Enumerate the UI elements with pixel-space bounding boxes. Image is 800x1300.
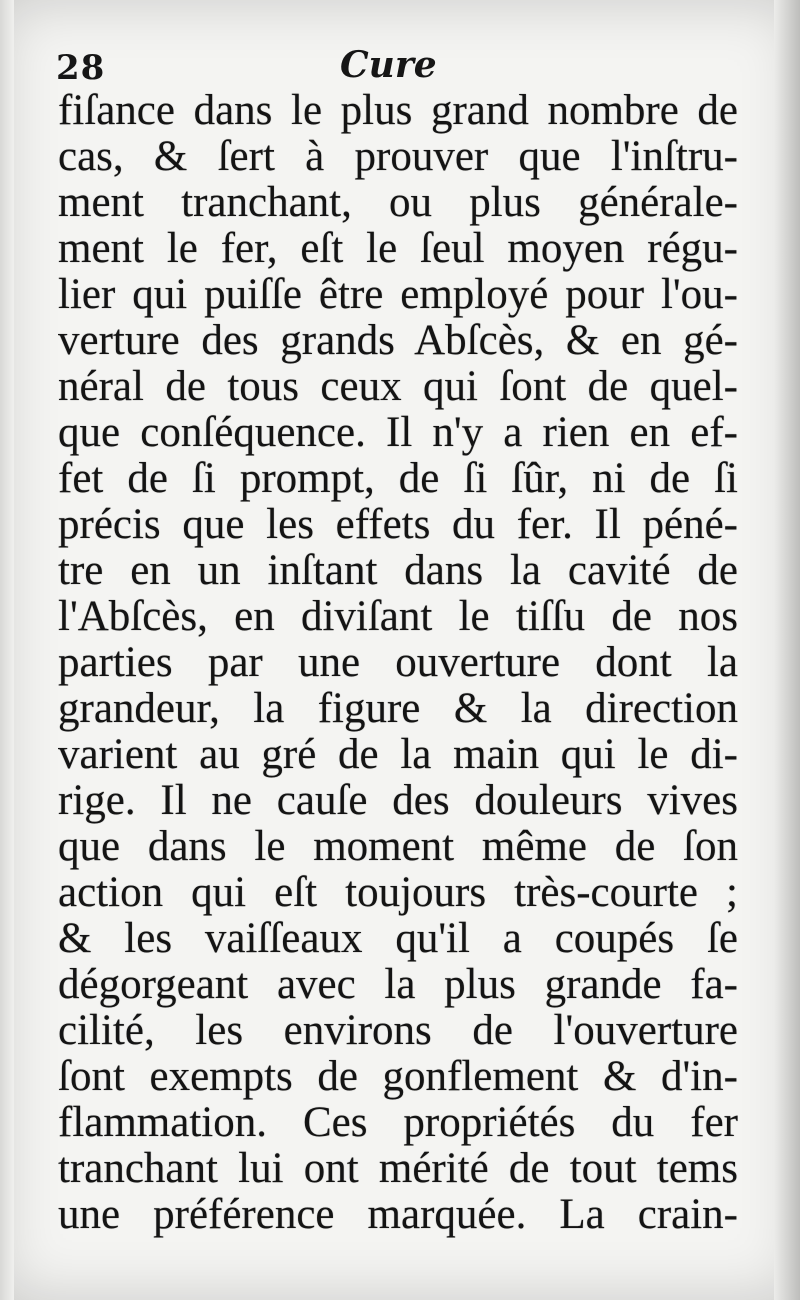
page-edge-left [0,0,14,1300]
page-edge-right [774,0,800,1300]
text-line: dégorgeant avec la plus grande fa- [58,962,738,1008]
text-line: que dans le moment même de ſon [58,824,738,870]
text-line: verture des grands Abſcès, & en gé- [58,318,738,364]
page-header [0,40,800,90]
text-line: l'Abſcès, en diviſant le tiſſu de nos [58,594,738,640]
text-line: parties par une ouverture dont la [58,640,738,686]
text-line: ment le fer, eſt le ſeul moyen régu- [58,226,738,272]
text-line: flammation. Ces propriétés du fer [58,1100,738,1146]
text-line: néral de tous ceux qui ſont de quel- [58,364,738,410]
text-line: action qui eſt toujours très-courte ; [58,870,738,916]
body-text [58,88,738,1238]
text-line: précis que les effets du fer. Il péné- [58,502,738,548]
text-line: cilité, les environs de l'ouverture [58,1008,738,1054]
text-line: & les vaiſſeaux qu'il a coupés ſe [58,916,738,962]
page-number: 28 [56,48,106,88]
text-line: que conſéquence. Il n'y a rien en ef- [58,410,738,456]
text-line: grandeur, la figure & la direction [58,686,738,732]
text-line: fiſance dans le plus grand nombre de [58,88,738,134]
text-line: ſont exempts de gonflement & d'in- [58,1054,738,1100]
text-line: fet de ſi prompt, de ſi ſûr, ni de ſi [58,456,738,502]
text-line: tranchant lui ont mérité de tout tems [58,1146,738,1192]
text-line: ment tranchant, ou plus générale- [58,180,738,226]
text-line: tre en un inſtant dans la cavité de [58,548,738,594]
text-line: cas, & ſert à prouver que l'inſtru- [58,134,738,180]
text-line: rige. Il ne cauſe des douleurs vives [58,778,738,824]
text-line: une préférence marquée. La crain- [58,1192,738,1238]
text-line: lier qui puiſſe être employé pour l'ou- [58,272,738,318]
text-line: varient au gré de la main qui le di- [58,732,738,778]
running-title: Cure [340,44,437,86]
